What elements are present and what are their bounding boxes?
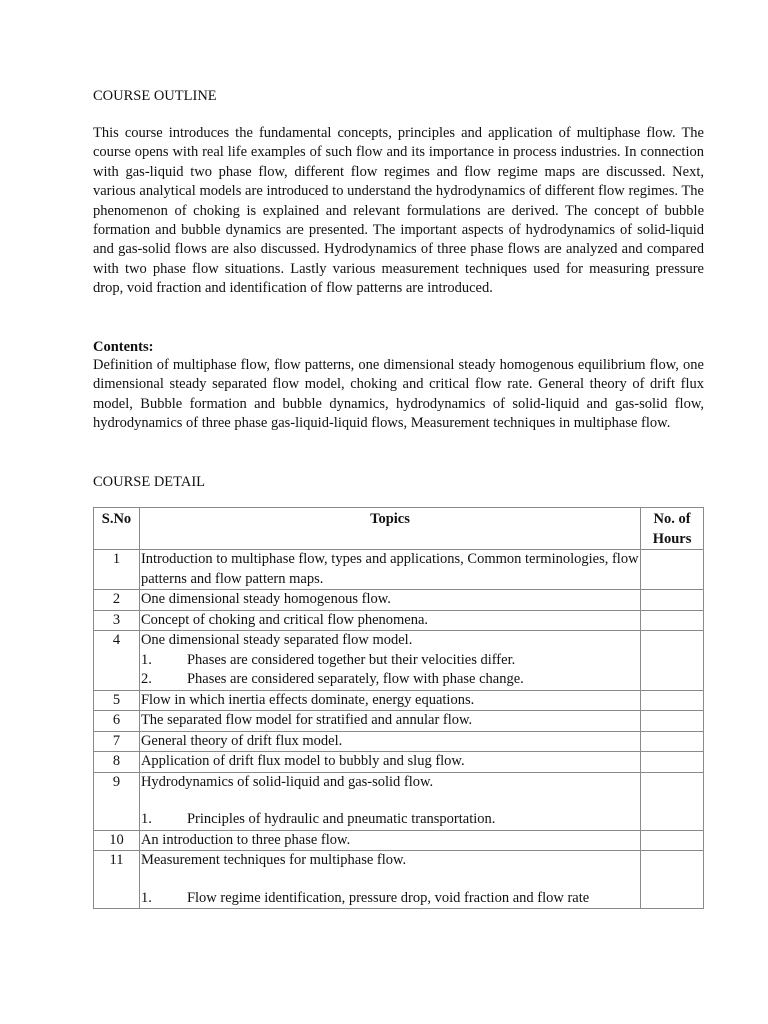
table-row <box>94 550 704 590</box>
row-hours-cell <box>641 690 704 711</box>
table-row <box>94 851 704 909</box>
row-sno-cell: 5 <box>94 690 140 711</box>
table-row <box>94 830 704 851</box>
course-outline-heading: COURSE OUTLINE <box>93 88 217 104</box>
row-sno-cell: 10 <box>94 830 140 851</box>
subitem-text: Phases are considered together but their velocities differ. <box>186 651 516 668</box>
row-sno-cell: 9 <box>94 772 140 830</box>
hours-header-line2: Hours <box>652 530 692 547</box>
row-topic-text: Application of drift flux model to bubbly and slug flow. <box>140 753 465 769</box>
row-topic-cell <box>139 731 640 752</box>
subitem-number: 1. <box>140 811 152 827</box>
subitem-number: 1. <box>140 651 152 668</box>
table-row <box>94 752 704 773</box>
hours-header <box>641 508 704 550</box>
topics-header: Topics <box>139 508 640 550</box>
table-header-row <box>94 508 704 550</box>
table-row <box>94 590 704 611</box>
row-topic-text: An introduction to three phase flow. <box>140 831 351 848</box>
row-subitem <box>141 889 639 909</box>
row-sno-cell: 4 <box>94 631 140 691</box>
row-sno-cell: 2 <box>94 590 140 611</box>
row-topic-text: One dimensional steady homogenous flow. <box>140 591 391 607</box>
row-topic-text: One dimensional steady separated flow model. <box>140 632 413 648</box>
row-subitem <box>141 670 639 690</box>
row-hours-cell <box>641 610 704 631</box>
row-hours-cell <box>641 631 704 691</box>
row-topic-cell <box>139 550 640 590</box>
table-row <box>94 731 704 752</box>
row-topic-text: Introduction to multiphase flow, types and applications, Common terminologies, flow patterns and flow pattern maps. <box>140 551 639 587</box>
row-hours-cell <box>641 590 704 611</box>
row-hours-cell <box>641 772 704 830</box>
row-topic-cell <box>139 772 640 830</box>
subitem-number: 2. <box>140 671 152 687</box>
table-row <box>94 711 704 732</box>
row-topic-cell <box>139 690 640 711</box>
row-sno-cell: 6 <box>94 711 140 732</box>
course-detail-heading: COURSE DETAIL <box>93 474 206 490</box>
table-row <box>94 610 704 631</box>
table-body <box>94 550 704 909</box>
row-sno-cell: 8 <box>94 752 140 773</box>
row-sno-cell: 11 <box>94 851 140 909</box>
row-subitem <box>141 651 639 671</box>
row-topic-cell <box>139 752 640 773</box>
row-topic-cell <box>139 851 640 909</box>
row-hours-cell <box>641 752 704 773</box>
row-topic-cell <box>139 610 640 631</box>
subitem-number: 1. <box>140 889 152 906</box>
row-topic-cell <box>139 830 640 851</box>
table-row <box>94 690 704 711</box>
row-topic-cell <box>139 590 640 611</box>
row-topic-cell <box>139 631 640 691</box>
subitem-text: Flow regime identification, pressure drop, void fraction and flow rate <box>186 889 590 906</box>
course-outline-paragraph: This course introduces the fundamental concepts, principles and application of multiphase flow. The course opens with real life examples of such flow and its importance in process industries. In connection with gas-liquid two phase flow, different flow regimes and flow regime maps are discussed. Next, various analytical models are introduced to understand the hydrodynamics of different flow regimes. The phenomenon of choking is explained and relevant formulations are derived. The concept of bubble formation and bubble dynamics are presented. The important aspects of hydrodynamics of solid-liquid and gas-solid flows are also discussed. Hydrodynamics of three phase flows are analyzed and compared with two phase flow situations. Lastly various measurement techniques used for measuring pressure drop, void fraction and identification of flow patterns are introduced. <box>93 125 704 297</box>
row-topic-text: The separated flow model for stratified and annular flow. <box>140 712 473 728</box>
row-hours-cell <box>641 711 704 732</box>
row-topic-text: Concept of choking and critical flow phenomena. <box>140 611 429 628</box>
table-row <box>94 631 704 691</box>
row-topic-text: Flow in which inertia effects dominate, energy equations. <box>140 691 475 708</box>
row-sno-cell: 3 <box>94 610 140 631</box>
contents-heading: Contents: <box>93 339 154 355</box>
sno-header: S.No <box>94 508 140 550</box>
subitem-text: Phases are considered separately, flow with phase change. <box>186 671 524 687</box>
row-topic-cell <box>139 711 640 732</box>
row-sno-cell: 1 <box>94 550 140 590</box>
course-detail-table <box>93 507 704 909</box>
row-subitem <box>141 810 639 830</box>
row-topic-text: Hydrodynamics of solid-liquid and gas-solid flow. <box>140 773 434 790</box>
row-hours-cell <box>641 830 704 851</box>
contents-paragraph: Definition of multiphase flow, flow patterns, one dimensional steady homogenous equilibrium flow, one dimensional steady separated flow model, choking and critical flow rate. General theory of drift flux model, Bubble formation and bubble dynamics, hydrodynamics of solid-liquid and gas-solid flow, hydrodynamics of three phase gas-liquid-liquid flows, Measurement techniques in multiphase flow. <box>93 357 704 432</box>
row-topic-text: Measurement techniques for multiphase flow. <box>140 852 407 868</box>
hours-header-line1: No. of <box>653 511 691 527</box>
table-row <box>94 772 704 830</box>
row-hours-cell <box>641 851 704 909</box>
subitem-text: Principles of hydraulic and pneumatic transportation. <box>186 811 496 827</box>
row-topic-text: General theory of drift flux model. <box>140 732 343 749</box>
row-sno-cell: 7 <box>94 731 140 752</box>
row-hours-cell <box>641 731 704 752</box>
row-hours-cell <box>641 550 704 590</box>
